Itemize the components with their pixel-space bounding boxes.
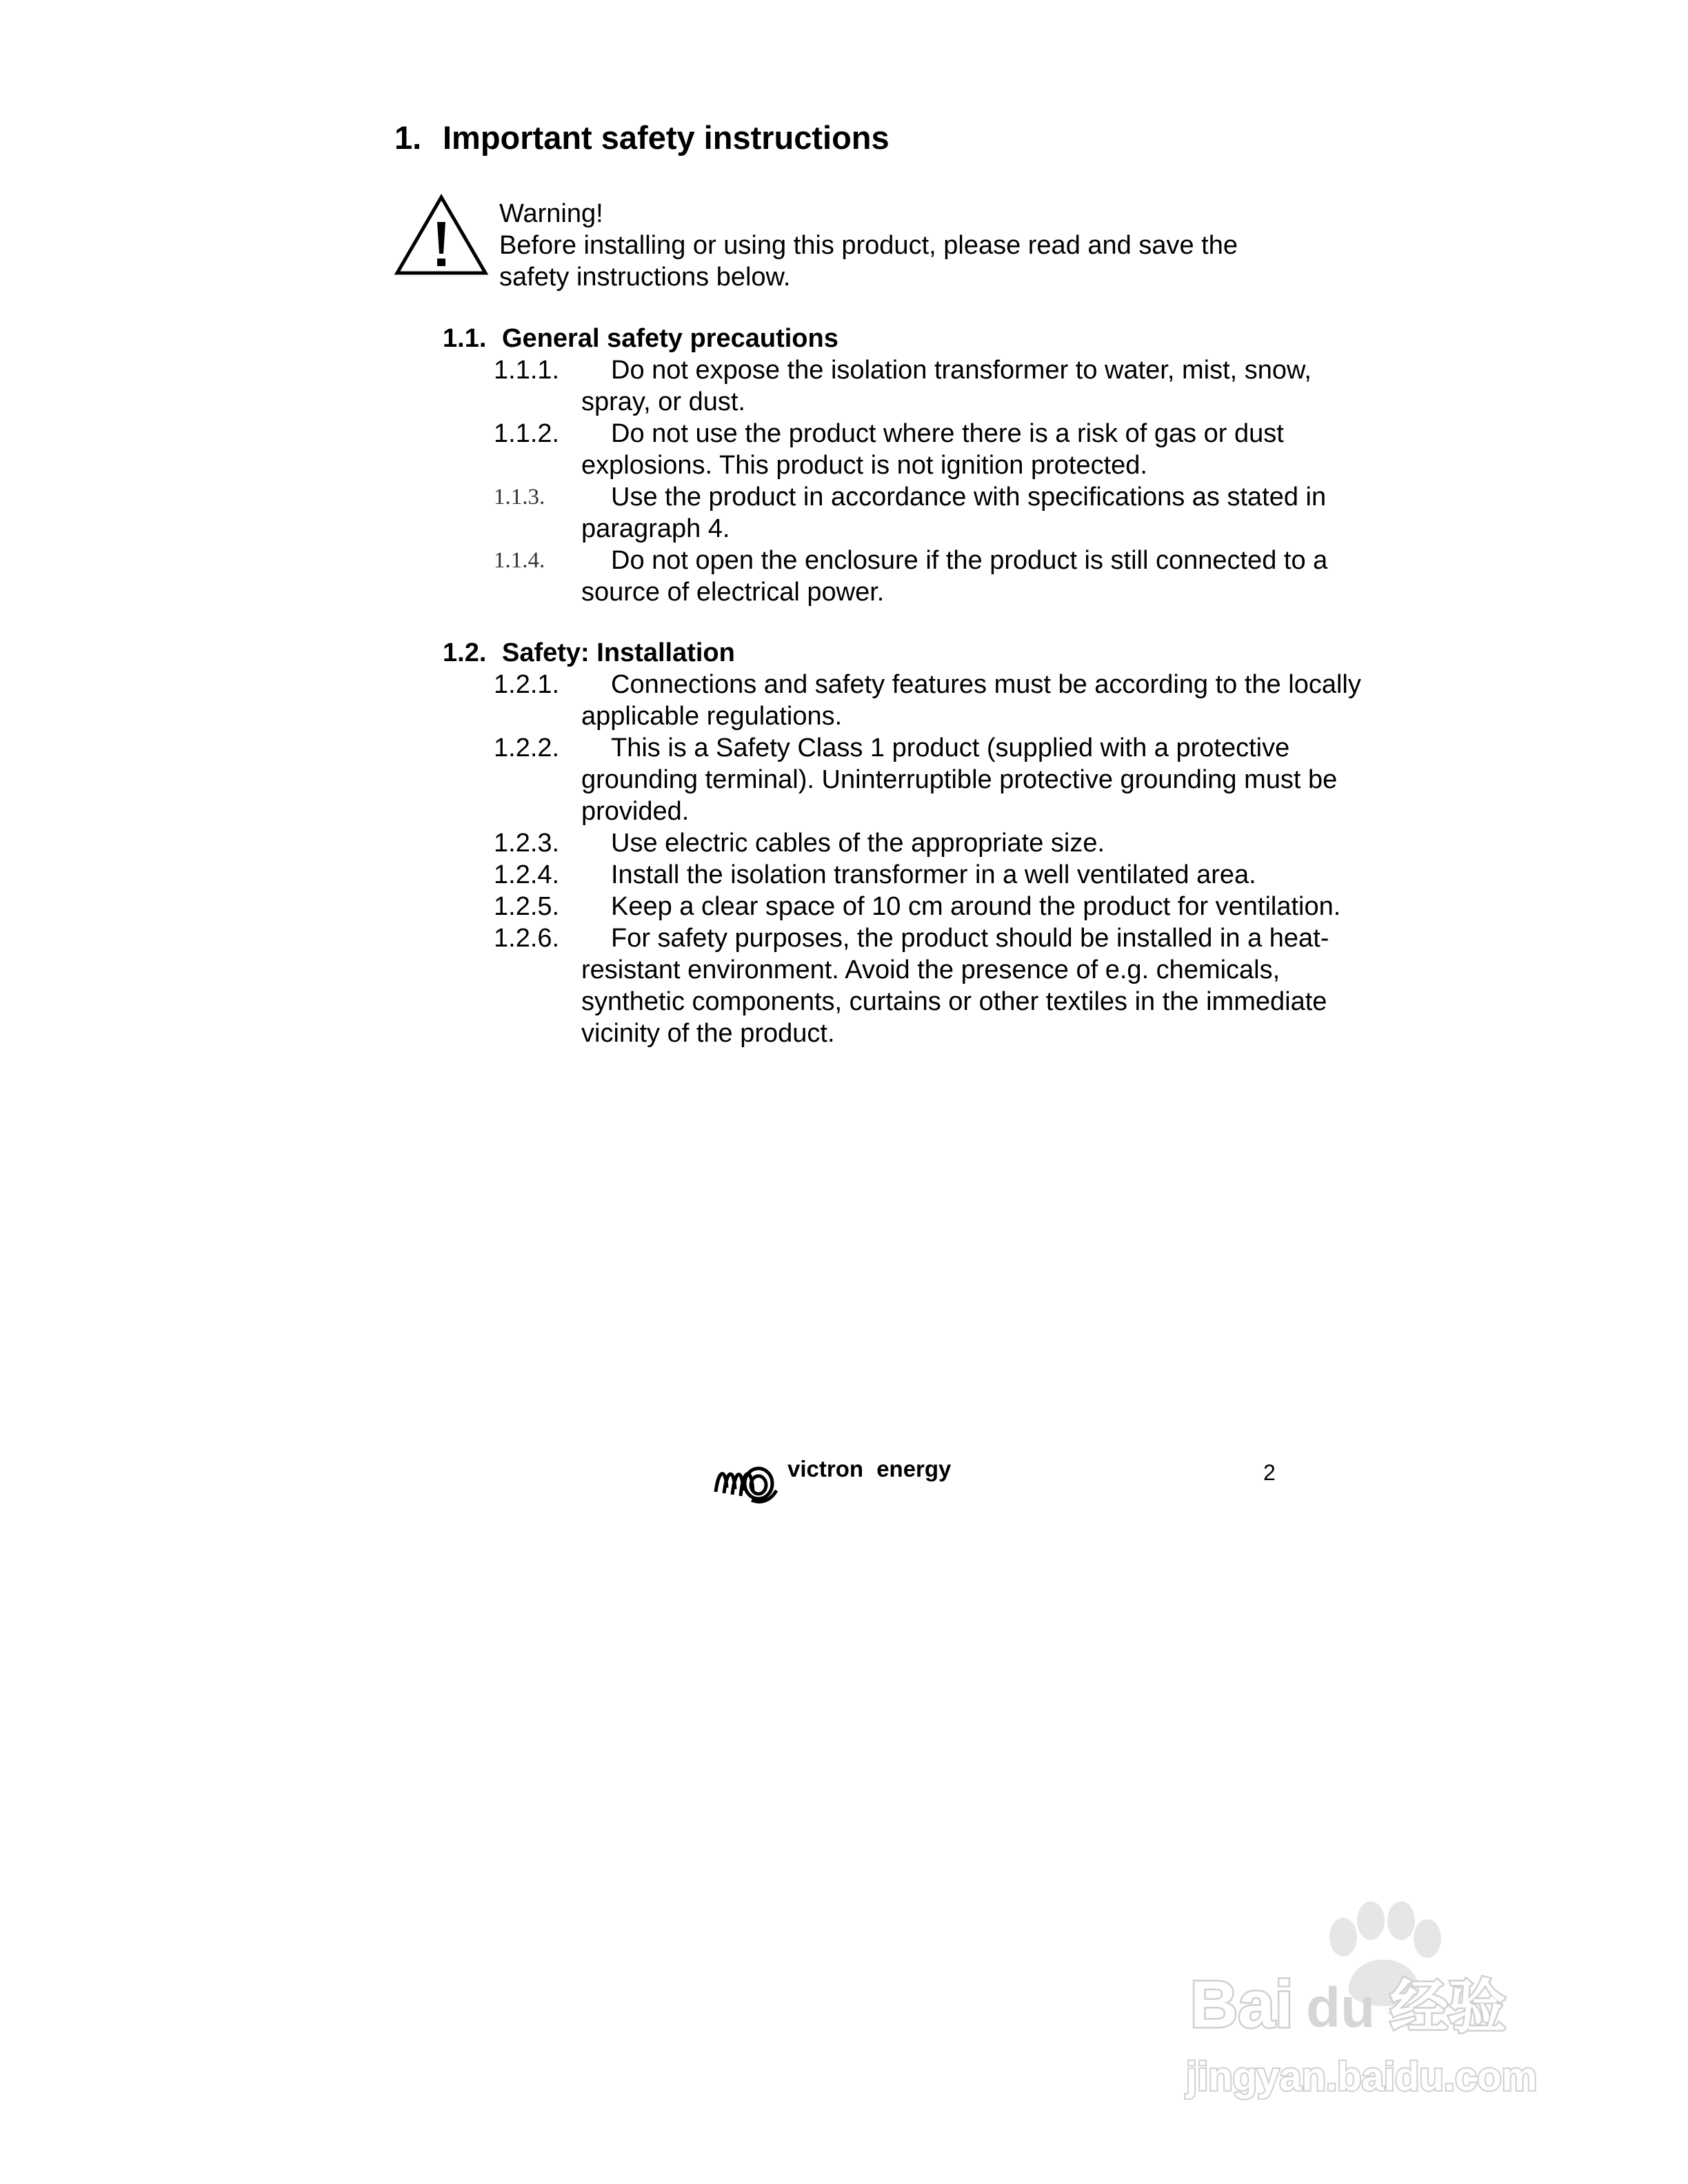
list-item <box>494 669 1369 732</box>
list-item <box>494 354 1369 418</box>
item-number: 1.2.5. <box>494 892 560 921</box>
item-number: 1.1.4. <box>494 548 545 573</box>
svg-text:经验: 经验 <box>1390 1973 1507 2041</box>
heading-title: Important safety instructions <box>443 119 890 156</box>
section-title-text: Safety: Installation <box>502 638 735 667</box>
section-number: 1.2. <box>443 638 487 667</box>
item-number: 1.1.1. <box>494 356 560 385</box>
item-text: This is a Safety Class 1 product (supplied with a protective grounding terminal). Uninterruptible protective grounding must be provided. <box>581 734 1338 826</box>
list-item <box>494 922 1369 1049</box>
list-item <box>494 732 1369 827</box>
warning-box <box>499 198 1313 293</box>
list-item <box>494 418 1369 481</box>
item-text: Keep a clear space of 10 cm around the product for ventilation. <box>611 892 1341 921</box>
section-title-text: General safety precautions <box>502 324 838 353</box>
svg-text:Bai: Bai <box>1190 1968 1294 2041</box>
watermark-url: jingyan.baidu.com <box>1186 2054 1538 2099</box>
item-text: Do not use the product where there is a risk of gas or dust explosions. This product is not ignition protected. <box>581 419 1284 480</box>
item-text: Install the isolation transformer in a well ventilated area. <box>611 860 1256 889</box>
item-number: 1.2.2. <box>494 734 560 762</box>
item-text: Do not expose the isolation transformer to water, mist, snow, spray, or dust. <box>581 356 1312 416</box>
section-title <box>443 323 1305 354</box>
section-title <box>443 637 1305 669</box>
item-text: Use electric cables of the appropriate size. <box>611 829 1105 858</box>
baidu-watermark <box>1183 1896 1583 2103</box>
page-number: 2 <box>1263 1460 1276 1485</box>
item-number: 1.1.2. <box>494 419 560 448</box>
section-number: 1.1. <box>443 324 487 353</box>
item-text: Connections and safety features must be according to the locally applicable regulations. <box>581 670 1361 731</box>
page-heading <box>394 119 890 156</box>
list-item <box>494 891 1369 922</box>
heading-number: 1. <box>394 119 422 156</box>
item-number: 1.2.1. <box>494 670 560 699</box>
warning-title: Warning! <box>499 199 603 228</box>
warning-triangle-icon <box>393 193 490 277</box>
svg-text:du: du <box>1306 1976 1376 2039</box>
item-number: 1.2.3. <box>494 829 560 858</box>
list-item <box>494 859 1369 891</box>
section-safety-installation <box>443 637 1361 1049</box>
warning-body: Before installing or using this product, please read and save the safety instructions below. <box>499 231 1238 292</box>
item-text: Do not open the enclosure if the product is still connected to a source of electrical power. <box>581 546 1328 607</box>
section-general-safety <box>443 323 1328 608</box>
item-text: For safety purposes, the product should be installed in a heat-resistant environment. Avoid the presence of e.g. chemicals, synthetic components, curtains or other textiles in the immediate vicinity of the product. <box>581 924 1329 1048</box>
footer-brand: victron energy <box>787 1456 952 1482</box>
list-item <box>494 481 1369 545</box>
list-item <box>494 545 1369 608</box>
item-number: 1.2.6. <box>494 924 560 953</box>
item-number: 1.2.4. <box>494 860 560 889</box>
list-item <box>494 827 1369 859</box>
item-text: Use the product in accordance with specifications as stated in paragraph 4. <box>581 483 1327 543</box>
item-number: 1.1.3. <box>494 485 545 509</box>
victron-coil-logo-icon <box>713 1460 782 1506</box>
